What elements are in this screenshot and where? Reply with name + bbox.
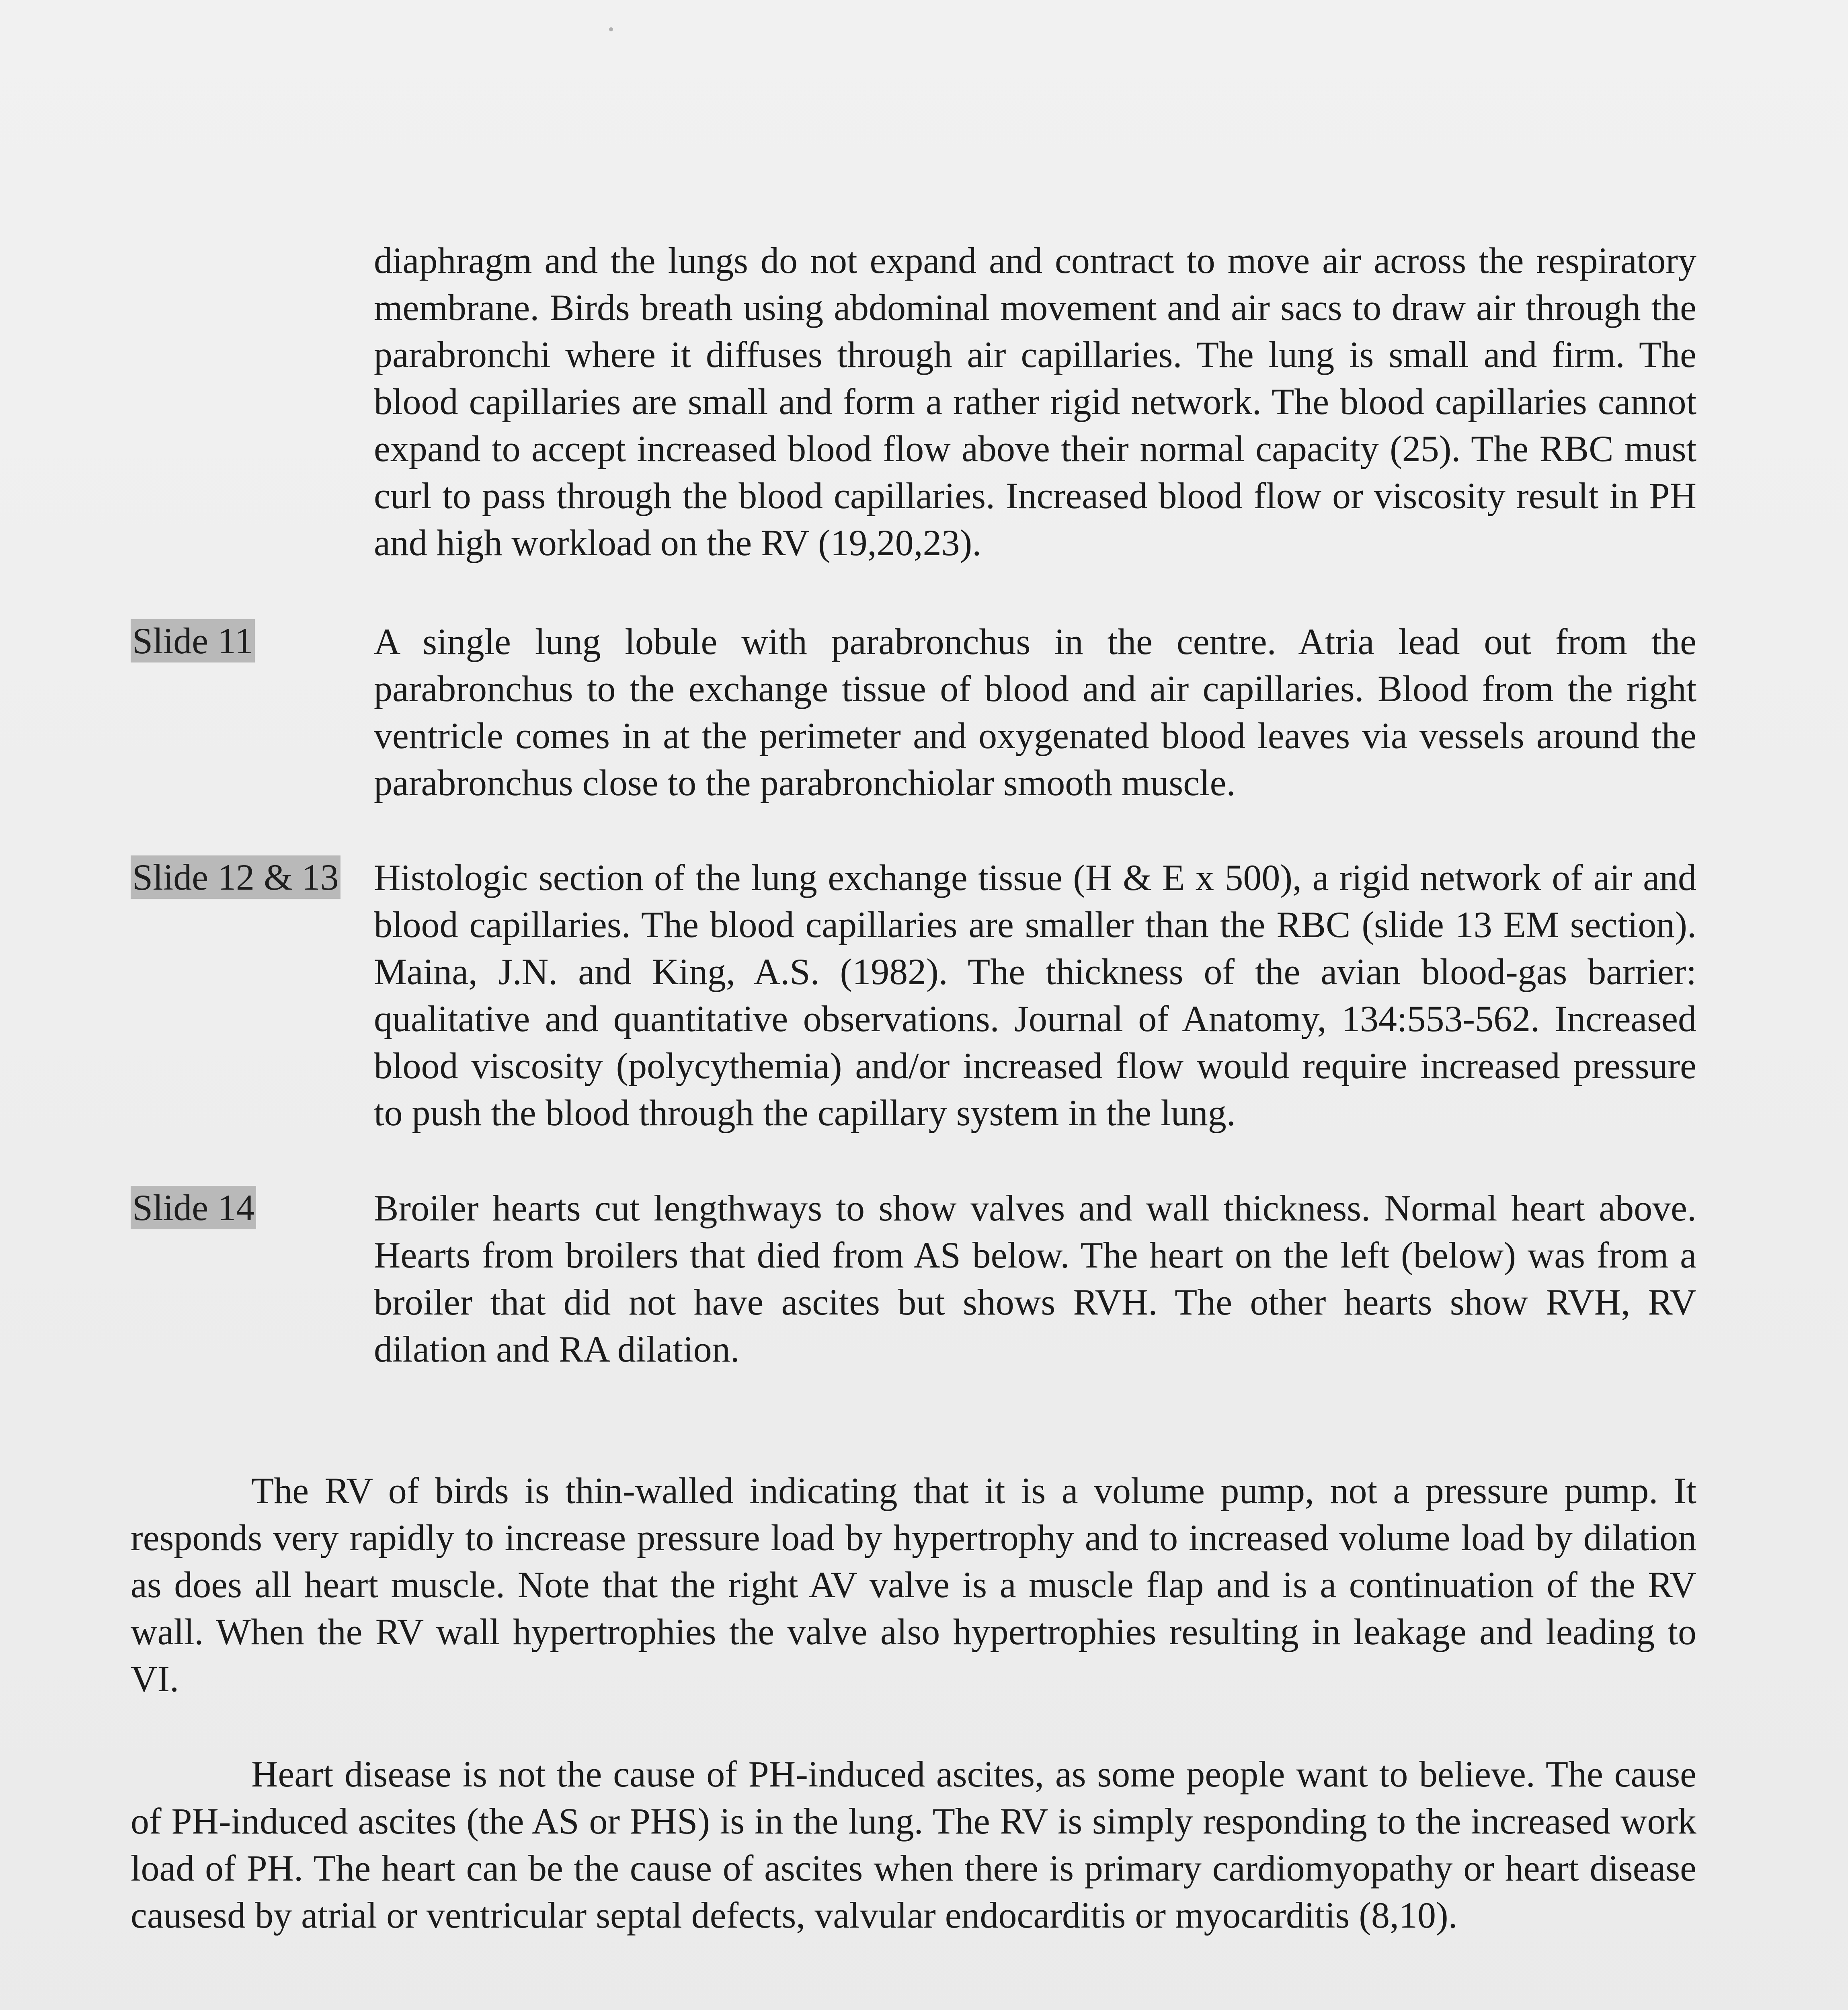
slide-14-description-block: [374, 1185, 1696, 1373]
slide-11-label: Slide 11: [131, 619, 255, 662]
intro-paragraph: diaphragm and the lungs do not expand and contract to move air across the respiratory membrane. Birds breath using abdominal movement and air sacs to draw air through the parabronchi where it diffuses through air capillaries. The lung is small and firm. The blood capillaries are small and form a rather rigid network. The blood capillaries cannot expand to accept increased blood flow above their normal capacity (25). The RBC must curl to pass through the blood capillaries. Increased blood flow or viscosity result in PH and high workload on the RV (19,20,23).: [374, 240, 1696, 563]
slide-11-description-block: [374, 618, 1696, 806]
body-paragraph-1-block: [131, 1467, 1696, 1702]
slide-14-description: Broiler hearts cut lengthways to show valves and wall thickness. Normal heart above. Hearts from broilers that died from AS below. The heart on the left (below) was from a broiler that did not have ascites but shows RVH. The other hearts show RVH, RV dilation and RA dilation.: [374, 1188, 1696, 1370]
body-paragraph-2-block: [131, 1751, 1696, 1939]
slide-12-13-description: Histologic section of the lung exchange tissue (H & E x 500), a rigid network of air and blood capillaries. The blood capillaries are smaller than the RBC (slide 13 EM section). Maina, J.N. and King, A.S. (1982). The thickness of the avian blood-gas barrier: qualitative and quantitative observations. Journal of Anatomy, 134:553-562. Increased blood viscosity (polycythemia) and/or increased flow would require increased pressure to push the blood through the capillary system in the lung.: [374, 857, 1696, 1133]
slide-12-13-description-block: [374, 854, 1696, 1136]
body-paragraph-1: The RV of birds is thin-walled indicating that it is a volume pump, not a pressure pump. It responds very rapidly to increase pressure load by hypertrophy and to increased volume load by dilation as does all heart muscle. Note that the right AV valve is a muscle flap and is a continuation of the RV wall. When the RV wall hypertrophies the valve also hypertrophies resulting in leakage and leading to VI.: [131, 1470, 1696, 1699]
intro-paragraph-block: [374, 237, 1696, 566]
slide-14-label: Slide 14: [131, 1186, 256, 1229]
scan-speck: [609, 27, 613, 31]
slide-11-description: A single lung lobule with parabronchus in the centre. Atria lead out from the parabronchus to the exchange tissue of blood and air capillaries. Blood from the right ventricle comes in at the perimeter and oxygenated blood leaves via vessels around the parabronchus close to the parabronchiolar smooth muscle.: [374, 621, 1696, 803]
body-paragraph-2: Heart disease is not the cause of PH-induced ascites, as some people want to believe. The cause of PH-induced ascites (the AS or PHS) is in the lung. The RV is simply responding to the increased work load of PH. The heart can be the cause of ascites when there is primary cardiomyopathy or heart disease causesd by atrial or ventricular septal defects, valvular endocarditis or myocarditis (8,10).: [131, 1754, 1696, 1936]
slide-12-13-label: Slide 12 & 13: [131, 855, 340, 899]
